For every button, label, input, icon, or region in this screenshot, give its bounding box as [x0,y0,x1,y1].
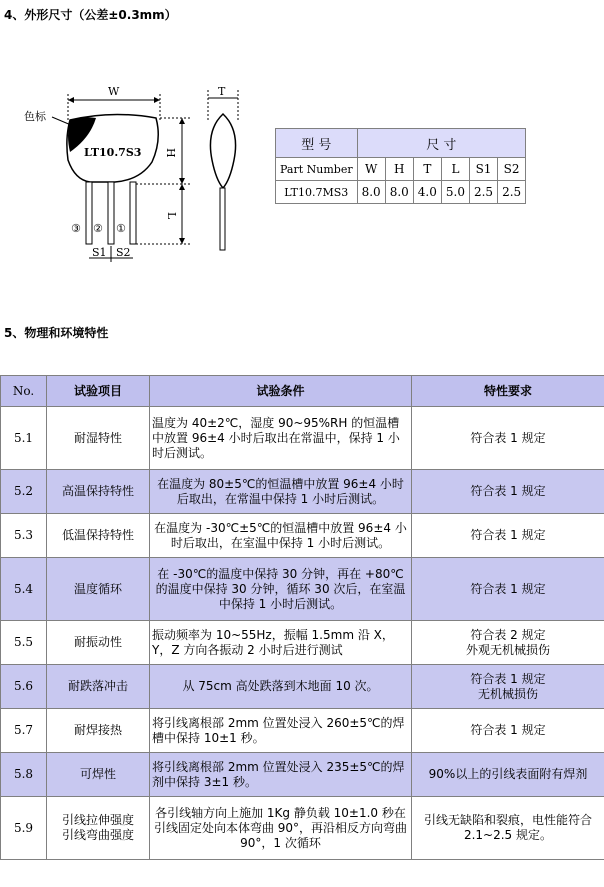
row-requirement: 90%以上的引线表面附有焊剂 [412,753,604,797]
row-item: 温度循环 [47,558,150,621]
row-no: 5.2 [1,470,47,514]
label-h: H [164,148,177,158]
row-no: 5.1 [1,407,47,470]
component-outline-drawing [20,80,260,270]
table-row [1,514,604,558]
part-marking: LT10.7S3 [84,146,142,159]
dim-cell: 2.5 [469,181,497,204]
table-row [1,558,604,621]
table-row [1,709,604,753]
row-item: 可焊性 [47,753,150,797]
dim-cell: 4.0 [413,181,441,204]
row-requirement: 符合表 1 规定 [412,407,604,470]
dim-cell: 8.0 [357,181,385,204]
row-requirement: 符合表 1 规定 [412,470,604,514]
row-condition: 将引线离根部 2mm 位置处浸入 260±5℃的焊槽中保持 10±1 秒。 [150,709,412,753]
row-requirement: 符合表 1 规定 [412,558,604,621]
col-header: H [385,158,413,181]
row-condition: 从 75cm 高处跌落到木地面 10 次。 [150,665,412,709]
row-item: 耐跌落冲击 [47,665,150,709]
row-no: 5.3 [1,514,47,558]
row-requirement: 符合表 1 规定 无机械损伤 [412,665,604,709]
row-condition: 在 -30℃的温度中保持 30 分钟，再在 +80℃的温度中保持 30 分钟，循环 30 次后，在室温中保持 1 小时后测试。 [150,558,412,621]
dim-cell: 2.5 [498,181,526,204]
row-no: 5.8 [1,753,47,797]
table-row [1,470,604,514]
pin3-label: ③ [71,222,81,235]
side-view-lead [220,188,225,250]
row-requirement: 引线无缺陷和裂痕，电性能符合 2.1~2.5 规定。 [412,797,604,860]
col-header: S1 [469,158,497,181]
table-row [1,621,604,665]
row-condition: 在温度为 -30℃±5℃的恒温槽中放置 96±4 小时后取出，在室温中保持 1 小时后测试。 [150,514,412,558]
outline-svg [20,80,260,270]
label-l: L [165,212,178,220]
dimension-table [275,128,526,204]
dim-cell: 8.0 [385,181,413,204]
header-condition: 试验条件 [150,376,412,407]
row-no: 5.4 [1,558,47,621]
color-mark-label: 色标 [24,110,46,123]
lead-2 [108,182,114,244]
table-row [1,665,604,709]
side-view-body [210,114,235,188]
model-header: 型 号 [276,129,358,158]
environment-test-table [0,375,604,860]
row-condition: 在温度为 80±5℃的恒温槽中放置 96±4 小时后取出，在常温中保持 1 小时后测试。 [150,470,412,514]
table-row [1,797,604,860]
label-t: T [218,85,226,98]
header-no: No. [1,376,47,407]
row-item: 耐振动性 [47,621,150,665]
row-requirement: 符合表 2 规定 外观无机械损伤 [412,621,604,665]
label-w: W [108,85,120,98]
row-no: 5.5 [1,621,47,665]
table-row [1,753,604,797]
table-row [1,407,604,470]
row-item: 耐焊接热 [47,709,150,753]
header-requirement: 特性要求 [412,376,604,407]
col-header: Part Number [276,158,358,181]
col-header: T [413,158,441,181]
section-4-title: 4、外形尺寸（公差±0.3mm） [4,8,177,22]
row-item: 耐湿特性 [47,407,150,470]
pin1-label: ① [116,222,126,235]
dim-cell: LT10.7MS3 [276,181,358,204]
label-s1: S1 [92,246,107,259]
row-condition: 温度为 40±2℃，湿度 90~95%RH 的恒温槽中放置 96±4 小时后取出在常温中，保持 1 小时后测试。 [150,407,412,470]
row-no: 5.9 [1,797,47,860]
size-header: 尺 寸 [357,129,526,158]
row-condition: 各引线轴方向上施加 1Kg 静负载 10±1.0 秒在引线固定处向本体弯曲 90°，再沿相反方向弯曲 90°，1 次循环 [150,797,412,860]
row-requirement: 符合表 1 规定 [412,709,604,753]
row-condition: 将引线离根部 2mm 位置处浸入 235±5℃的焊剂中保持 3±1 秒。 [150,753,412,797]
col-header: L [441,158,469,181]
row-item: 引线拉伸强度 引线弯曲强度 [47,797,150,860]
header-item: 试验项目 [47,376,150,407]
col-header: W [357,158,385,181]
row-item: 低温保持特性 [47,514,150,558]
col-header: S2 [498,158,526,181]
pin2-label: ② [93,222,103,235]
row-no: 5.6 [1,665,47,709]
lead-3 [86,182,92,244]
row-requirement: 符合表 1 规定 [412,514,604,558]
dim-cell: 5.0 [441,181,469,204]
section-5-title: 5、物理和环境特性 [4,326,109,340]
lead-1 [130,182,136,244]
label-s2: S2 [116,246,131,259]
row-condition: 振动频率为 10~55Hz，振幅 1.5mm 沿 X，Y，Z 方向各振动 2 小时后进行测试 [150,621,412,665]
row-item: 高温保持特性 [47,470,150,514]
row-no: 5.7 [1,709,47,753]
